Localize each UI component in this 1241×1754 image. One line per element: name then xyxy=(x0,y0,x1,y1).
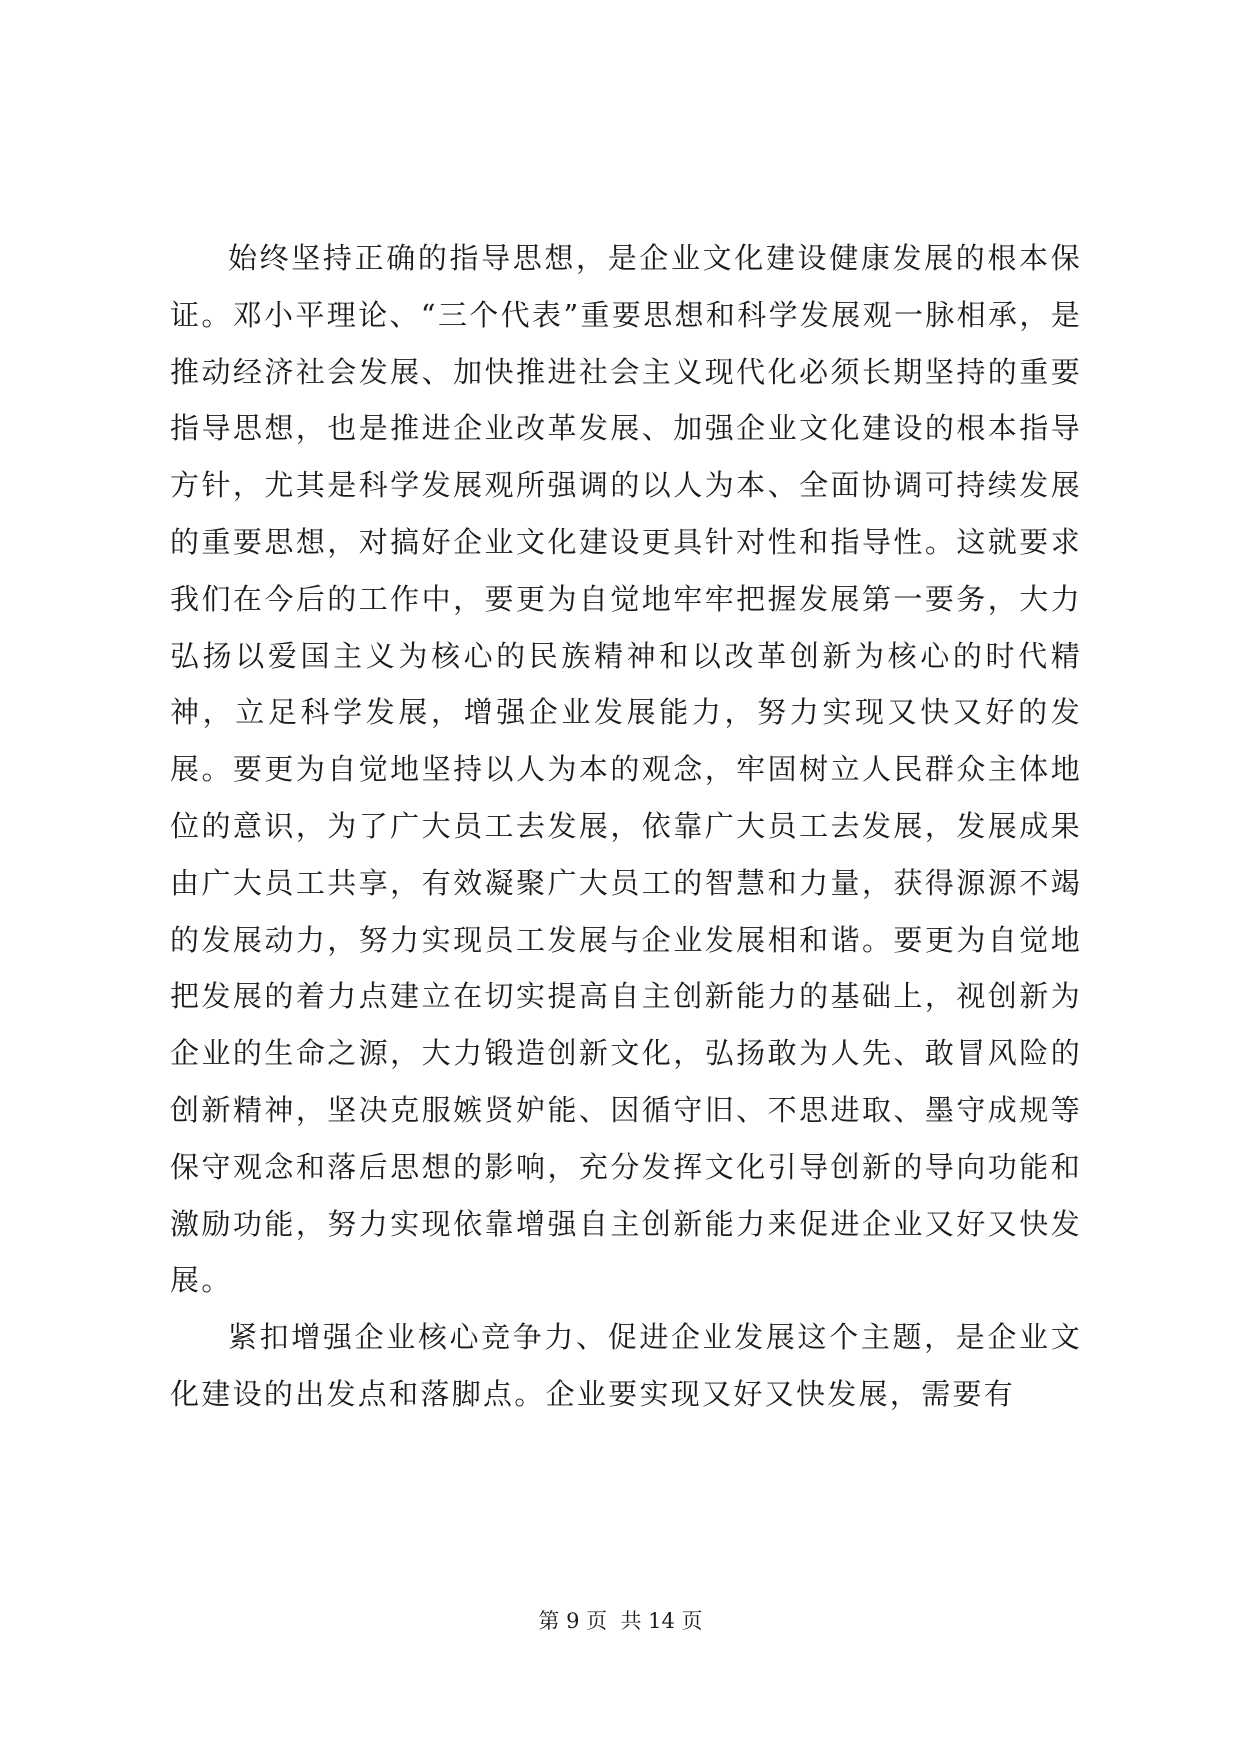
page-number: 第 9 页 共 14 页 xyxy=(538,1609,703,1633)
paragraph-2: 紧扣增强企业核心竞争力、促进企业发展这个主题，是企业文化建设的出发点和落脚点。企业要实现又好又快发展，需要有 xyxy=(170,1320,1082,1411)
paragraph-1: 始终坚持正确的指导思想，是企业文化建设健康发展的根本保证。邓小平理论、“三个代表”重要思想和科学发展观一脉相承，是推动经济社会发展、加快推进社会主义现代化必须长期坚持的重要指导思想，也是推进企业改革发展、加强企业文化建设的根本指导方针，尤其是科学发展观所强调的以人为本、全面协调可持续发展的重要思想，对搞好企业文化建设更具针对性和指导性。这就要求我们在今后的工作中，要更为自觉地牢牢把握发展第一要务，大力弘扬以爱国主义为核心的民族精神和以改革创新为核心的时代精神，立足科学发展，增强企业发展能力，努力实现又快又好的发展。要更为自觉地坚持以人为本的观念，牢固树立人民群众主体地位的意识，为了广大员工去发展，依靠广大员工去发展，发展成果由广大员工共享，有效凝聚广大员工的智慧和力量，获得源源不竭的发展动力，努力实现员工发展与企业发展相和谐。要更为自觉地把发展的着力点建立在切实提高自主创新能力的基础上，视创新为企业的生命之源，大力锻造创新文化，弘扬敢为人先、敢冒风险的创新精神，坚决克服嫉贤妒能、因循守旧、不思进取、墨守成规等保守观念和落后思想的影响，充分发挥文化引导创新的导向功能和激励功能，努力实现依靠增强自主创新能力来促进企业又好又快发展。 xyxy=(170,241,1082,1298)
document-body xyxy=(170,230,1082,1423)
page-footer xyxy=(0,1605,1241,1635)
